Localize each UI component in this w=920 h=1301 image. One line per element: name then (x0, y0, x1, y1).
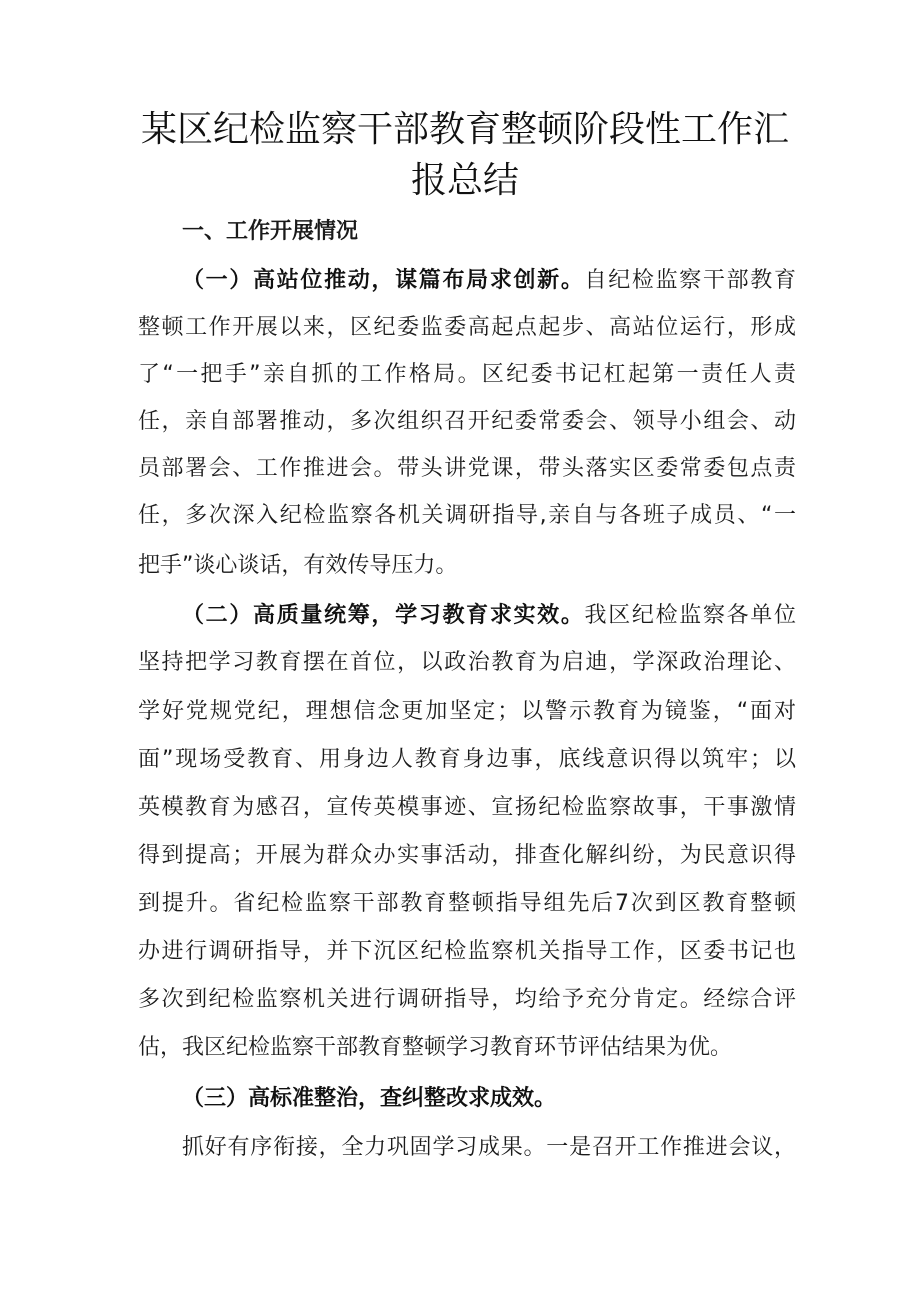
paragraph-2-line: 估，我区纪检监察干部教育整顿学习教育环节评估结果为优。 (138, 1035, 733, 1060)
paragraph-2-line (182, 601, 796, 631)
section-heading-1: 一、工作开展情况 (182, 219, 359, 244)
paragraph-2-heading: （二）高质量统筹，学习教育求实效。 (182, 603, 585, 628)
paragraph-2-line: 坚持把学习教育摆在首位，以政治教育为启迪，学深政治理论、 (138, 650, 796, 675)
paragraph-2-line: 英模教育为感召，宣传英模事迹、宣扬纪检监察故事，干事激情 (138, 795, 796, 820)
paragraph-2-line: 学好党规党纪，理想信念更加坚定；以警示教育为镜鉴，“面对 (138, 699, 796, 724)
paragraph-2-line: 面”现场受教育、用身边人教育身边事，底线意识得以筑牢；以 (138, 747, 796, 772)
paragraph-2-line: 多次到纪检监察机关进行调研指导，均给予充分肯定。经综合评 (138, 987, 796, 1012)
paragraph-2-line: 到提升。省纪检监察干部教育整顿指导组先后7次到区教育整顿 (138, 891, 796, 916)
paragraph-1-heading: （一）高站位推动，谋篇布局求创新。 (182, 268, 585, 293)
paragraph-1-line: 员部署会、工作推进会。带头讲党课，带头落实区委常委包点责 (138, 456, 796, 481)
paragraph-3-line (182, 1084, 796, 1114)
document-title-line-1: 某区纪检监察干部教育整顿阶段性工作汇 (140, 109, 789, 150)
paragraph-1-line: 了“一把手”亲自抓的工作格局。区纪委书记杠起第一责任人责 (138, 362, 796, 387)
paragraph-1-line: 任，多次深入纪检监察各机关调研指导,亲自与各班子成员、“一 (138, 503, 796, 528)
paragraph-1-line: 任，亲自部署推动，多次组织召开纪委常委会、领导小组会、动 (138, 409, 796, 434)
paragraph-4-line: 抓好有序衔接，全力巩固学习成果。一是召开工作推进会议， (182, 1135, 796, 1160)
paragraph-1-line: 把手”谈心谈话，有效传导压力。 (138, 553, 458, 578)
paragraph-1-line (182, 266, 796, 296)
paragraph-2-line: 得到提高；开展为群众办实事活动，排查化解纠纷，为民意识得 (138, 843, 796, 868)
paragraph-1-line: 整顿工作开展以来，区纪委监委高起点起步、高站位运行，形成 (138, 315, 796, 340)
paragraph-1-text: 自纪检监察干部教育 (584, 268, 796, 293)
paragraph-3-heading: （三）高标准整治，查纠整改求成效。 (182, 1086, 557, 1111)
document-title-line-2: 报总结 (410, 160, 519, 201)
paragraph-2-line: 办进行调研指导，并下沉区纪检监察机关指导工作，区委书记也 (138, 939, 796, 964)
paragraph-2-text: 我区纪检监察各单位 (584, 603, 796, 628)
